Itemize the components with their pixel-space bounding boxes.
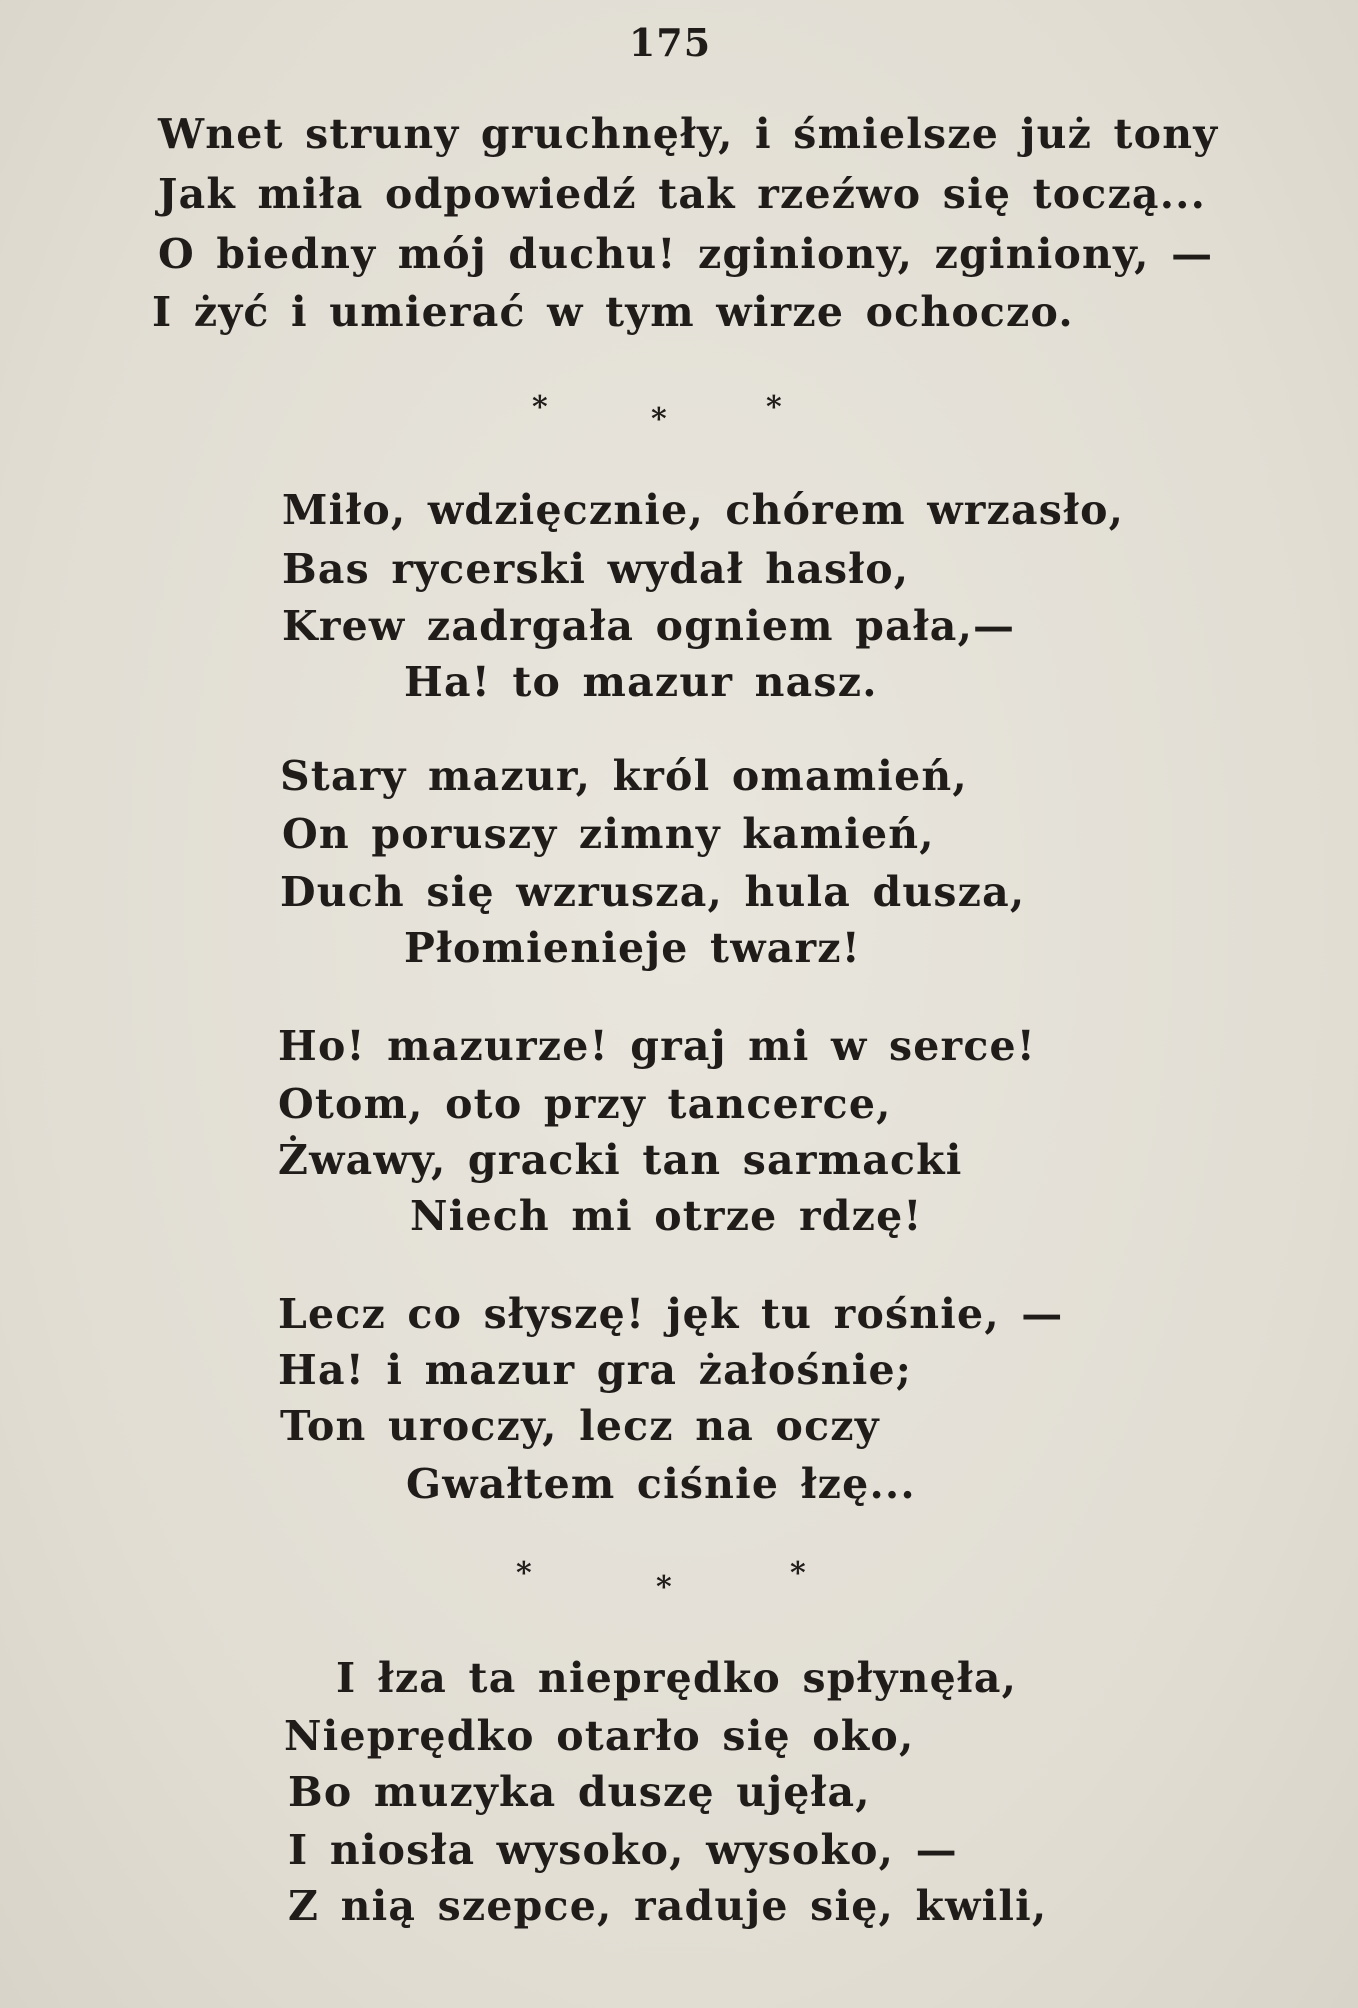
separator-star: * xyxy=(790,1556,806,1591)
verse-line: I łza ta nieprędko spłynęła, xyxy=(336,1654,1018,1702)
verse-line: Jak miła odpowiedź tak rzeźwo się toczą... xyxy=(158,170,1207,218)
verse-line: Żwawy, gracki tan sarmacki xyxy=(278,1136,963,1184)
verse-line: On poruszy zimny kamień, xyxy=(282,810,935,858)
verse-line: Nieprędko otarło się oko, xyxy=(284,1712,915,1760)
verse-line: Krew zadrgała ogniem pała,— xyxy=(282,602,1016,650)
verse-line: Bo muzyka duszę ujęła, xyxy=(288,1768,871,1816)
verse-line: Płomienieje twarz! xyxy=(404,924,861,972)
verse-line: Ho! mazurze! graj mi w serce! xyxy=(278,1022,1036,1070)
separator-star: * xyxy=(656,1570,672,1605)
verse-line: I żyć i umierać w tym wirze ochoczo. xyxy=(152,288,1074,336)
verse-line: Duch się wzrusza, hula dusza, xyxy=(280,868,1026,916)
section-separator xyxy=(0,1556,1358,1616)
verse-line: Ton uroczy, lecz na oczy xyxy=(280,1402,880,1450)
page-number: 175 xyxy=(628,20,712,65)
separator-star: * xyxy=(516,1556,532,1591)
verse-line: Wnet struny gruchnęły, i śmielsze już tony xyxy=(158,110,1219,158)
verse-line: Stary mazur, król omamień, xyxy=(280,752,968,800)
verse-line: Ha! i mazur gra żałośnie; xyxy=(278,1346,913,1394)
separator-star: * xyxy=(766,390,782,425)
verse-line: Otom, oto przy tancerce, xyxy=(278,1080,892,1128)
verse-line: I niosła wysoko, wysoko, — xyxy=(288,1826,958,1874)
verse-line: O biedny mój duchu! zginiony, zginiony, — xyxy=(158,230,1214,278)
separator-star: * xyxy=(651,402,667,437)
section-separator xyxy=(0,390,1358,450)
verse-line: Ha! to mazur nasz. xyxy=(404,658,878,706)
verse-line: Bas rycerski wydał hasło, xyxy=(282,545,910,593)
verse-line: Gwałtem ciśnie łzę... xyxy=(406,1460,916,1508)
verse-line: Miło, wdzięcznie, chórem wrzasło, xyxy=(282,486,1125,534)
verse-line: Z nią szepce, raduje się, kwili, xyxy=(288,1882,1048,1930)
verse-line: Niech mi otrze rdzę! xyxy=(410,1192,923,1240)
verse-line: Lecz co słyszę! jęk tu rośnie, — xyxy=(278,1290,1064,1338)
separator-star: * xyxy=(532,390,548,425)
